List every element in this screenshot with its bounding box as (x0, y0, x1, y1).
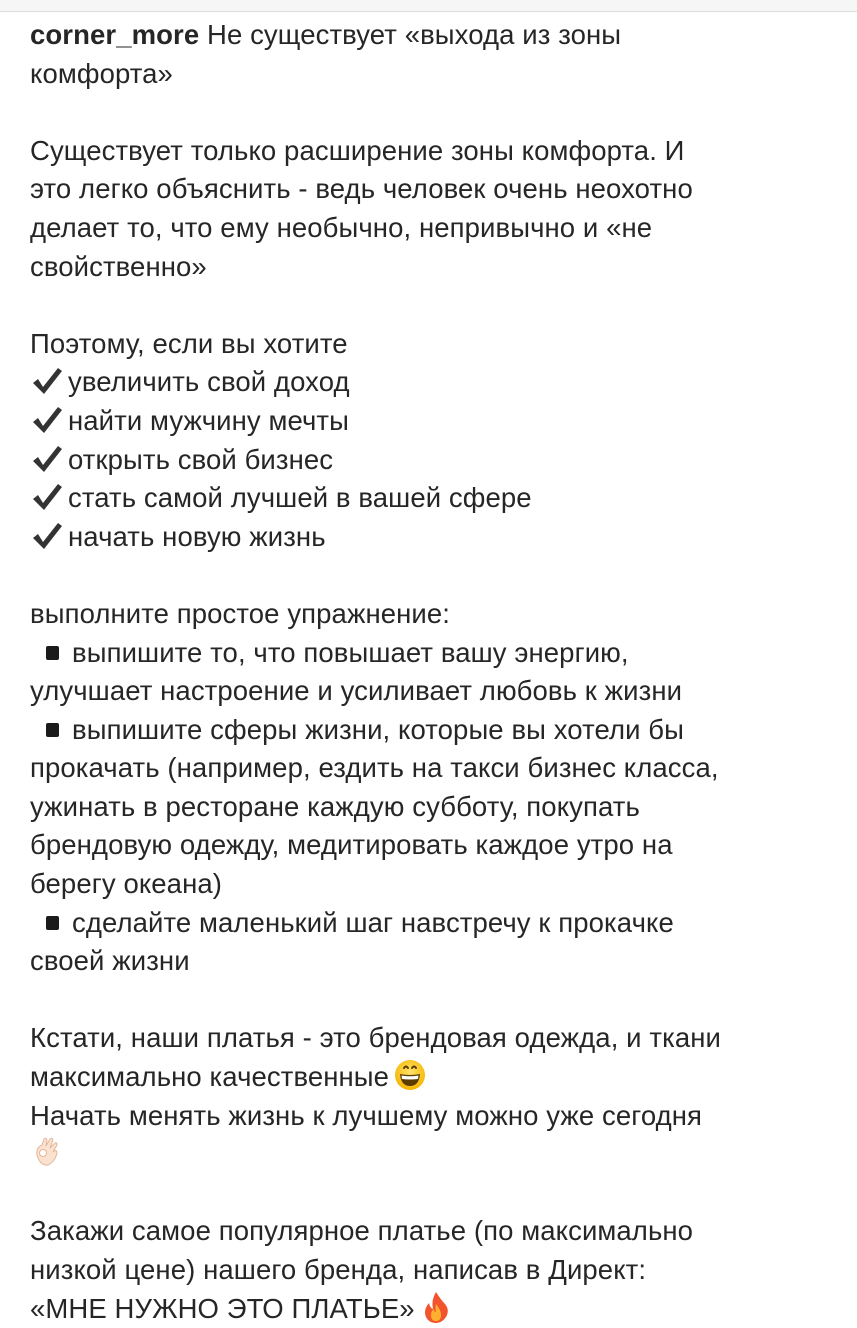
step-item: выпишите то, что повышает вашу энергию, (30, 634, 840, 673)
heavy-check-mark-icon (30, 482, 64, 512)
caption-text: «МНЕ НУЖНО ЭТО ПЛАТЬЕ» (30, 1292, 415, 1324)
black-small-square-icon (46, 646, 59, 660)
checklist-item: начать новую жизнь (30, 518, 840, 557)
black-small-square-icon (46, 723, 59, 737)
caption-line (30, 16, 840, 55)
caption-text: улучшает настроение и усиливает любовь к жизни (30, 675, 683, 707)
caption-text: свойственно» (30, 250, 207, 282)
post-caption (30, 16, 840, 1328)
checklist-item: найти мужчину мечты (30, 402, 840, 441)
checklist-item: увеличить свой доход (30, 363, 840, 402)
caption-text: Закажи самое популярное платье (по максимально (30, 1215, 694, 1247)
caption-text: берегу океана) (30, 868, 223, 900)
caption-text: низкой цене) нашего бренда, написав в Директ: (30, 1254, 647, 1285)
grinning-face-emoji (393, 1058, 427, 1092)
top-divider (0, 0, 857, 12)
heavy-check-mark-icon (30, 521, 64, 551)
caption-line (30, 1058, 840, 1097)
caption-text: Существует только расширение зоны комфорта. И (30, 134, 685, 166)
caption-text: комфорта» (30, 57, 173, 89)
caption-line (30, 1135, 840, 1174)
step-item: выпишите сферы жизни, которые вы хотели бы (30, 711, 840, 750)
caption-text: ужинать в ресторане каждую субботу, покупать (30, 790, 640, 822)
heavy-check-mark-icon (30, 405, 64, 435)
caption-text: своей жизни (30, 945, 190, 977)
caption-text: Не существует «выхода из зоны (206, 19, 622, 50)
caption-text: максимально качественные (30, 1061, 390, 1093)
fire-emoji (419, 1290, 453, 1324)
caption-text: брендовую одежду, медитировать каждое утро на (30, 829, 673, 861)
step-item: сделайте маленький шаг навстречу к прокачке (30, 904, 840, 943)
checklist-item: стать самой лучшей в вашей сфере (30, 479, 840, 518)
caption-text: Начать менять жизнь к лучшему можно уже сегодня (30, 1099, 703, 1131)
caption-text: это легко объяснить - ведь человек очень неохотно (30, 173, 693, 205)
caption-line (30, 1290, 840, 1328)
caption-text: Поэтому, если вы хотите (30, 327, 348, 359)
caption-text: прокачать (например, ездить на такси бизнес класса, (30, 752, 719, 784)
heavy-check-mark-icon (30, 444, 64, 474)
caption-text: делает то, что ему необычно, непривычно и «не (30, 211, 653, 243)
caption-text: Кстати, наши платья - это брендовая одежда, и ткани (30, 1022, 721, 1054)
heavy-check-mark-icon (30, 366, 64, 396)
checklist-item: открыть свой бизнес (30, 441, 840, 480)
ok-hand-emoji (30, 1135, 64, 1169)
caption-text: выполните простое упражнение: (30, 597, 451, 629)
username-link[interactable]: corner_more (30, 19, 200, 50)
black-small-square-icon (46, 916, 59, 930)
